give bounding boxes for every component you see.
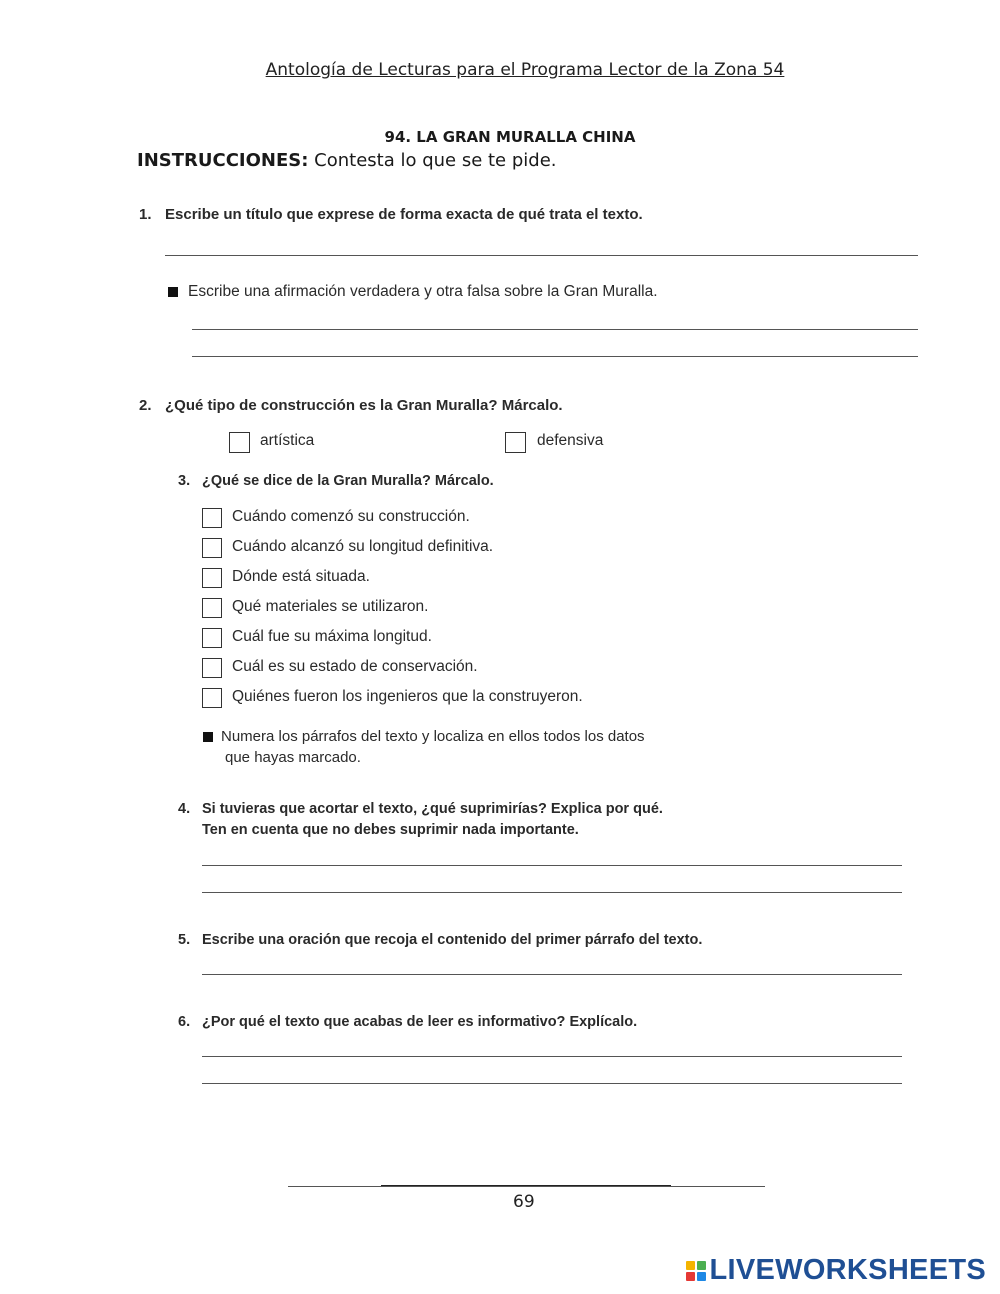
question-4-line2: Ten en cuenta que no debes suprimir nada importante. [202, 822, 579, 838]
option-defensiva: defensiva [537, 432, 604, 449]
q3-option-4: Qué materiales se utilizaron. [232, 598, 429, 615]
question-1 [139, 206, 643, 223]
question-4-line1: Si tuvieras que acortar el texto, ¿qué suprimirías? Explica por qué. [202, 801, 663, 817]
question-5-number: 5. [178, 932, 191, 948]
question-2-text: ¿Qué tipo de construcción es la Gran Muralla? Márcalo. [165, 397, 563, 414]
answer-line-q1-true[interactable] [192, 329, 918, 330]
checkbox-q3-option-3[interactable] [202, 568, 222, 588]
question-3-number: 3. [178, 473, 191, 489]
answer-line-q5[interactable] [202, 974, 902, 975]
question-6 [178, 1014, 637, 1030]
checkbox-q3-option-6[interactable] [202, 658, 222, 678]
bullet-square-icon [168, 287, 178, 297]
question-1-bullet-text: Escribe una afirmación verdadera y otra falsa sobre la Gran Muralla. [188, 283, 658, 300]
answer-line-q4-1[interactable] [202, 865, 902, 866]
instructions-text: Contesta lo que se te pide. [314, 150, 557, 171]
worksheet-title: 94. LA GRAN MURALLA CHINA [384, 128, 636, 146]
question-3-text: ¿Qué se dice de la Gran Muralla? Márcalo. [202, 473, 494, 489]
answer-line-q1-false[interactable] [192, 356, 918, 357]
bullet-square-icon [203, 732, 213, 742]
checkbox-q3-option-1[interactable] [202, 508, 222, 528]
liveworksheets-logo[interactable] [686, 1254, 987, 1287]
question-1-bullet [168, 283, 658, 301]
question-1-number: 1. [139, 206, 152, 223]
checkbox-artistica[interactable] [229, 432, 250, 453]
question-4-number: 4. [178, 801, 191, 817]
question-4 [178, 801, 663, 817]
logo-tile-3 [686, 1272, 695, 1281]
answer-line-q6-2[interactable] [202, 1083, 902, 1084]
answer-line-q6-1[interactable] [202, 1056, 902, 1057]
q3-option-5: Cuál fue su máxima longitud. [232, 628, 432, 645]
q3-option-1: Cuándo comenzó su construcción. [232, 508, 470, 525]
q3-option-6: Cuál es su estado de conservación. [232, 658, 478, 675]
checkbox-q3-option-7[interactable] [202, 688, 222, 708]
question-5 [178, 932, 702, 948]
instructions [137, 150, 557, 171]
question-2 [139, 397, 563, 414]
question-3-bullet [203, 728, 645, 745]
logo-tile-1 [686, 1261, 695, 1270]
q3-option-3: Dónde está situada. [232, 568, 370, 585]
question-2-number: 2. [139, 397, 152, 414]
brand-name: LIVEWORKSHEETS [709, 1254, 986, 1286]
logo-grid-icon [686, 1261, 706, 1281]
question-6-number: 6. [178, 1014, 191, 1030]
logo-tile-2 [697, 1261, 706, 1270]
q3-option-7: Quiénes fueron los ingenieros que la construyeron. [232, 688, 583, 705]
question-1-text: Escribe un título que exprese de forma exacta de qué trata el texto. [165, 206, 643, 223]
footer-rule [288, 1186, 765, 1187]
question-3-bullet-line2: que hayas marcado. [225, 749, 361, 766]
answer-line-q1[interactable] [165, 255, 918, 256]
checkbox-q3-option-5[interactable] [202, 628, 222, 648]
checkbox-q3-option-2[interactable] [202, 538, 222, 558]
question-6-text: ¿Por qué el texto que acabas de leer es informativo? Explícalo. [202, 1014, 638, 1030]
document-header: Antología de Lecturas para el Programa Lector de la Zona 54 [265, 60, 785, 80]
page-number: 69 [513, 1192, 535, 1212]
question-3 [178, 473, 494, 489]
option-artistica: artística [260, 432, 315, 449]
question-3-bullet-line1: Numera los párrafos del texto y localiza en ellos todos los datos [221, 728, 645, 745]
checkbox-q3-option-4[interactable] [202, 598, 222, 618]
answer-line-q4-2[interactable] [202, 892, 902, 893]
checkbox-defensiva[interactable] [505, 432, 526, 453]
footer-rule-center [381, 1185, 671, 1186]
instructions-label: INSTRUCCIONES: [137, 150, 309, 171]
question-5-text: Escribe una oración que recoja el contenido del primer párrafo del texto. [202, 932, 703, 948]
q3-option-2: Cuándo alcanzó su longitud definitiva. [232, 538, 494, 555]
logo-tile-4 [697, 1272, 706, 1281]
